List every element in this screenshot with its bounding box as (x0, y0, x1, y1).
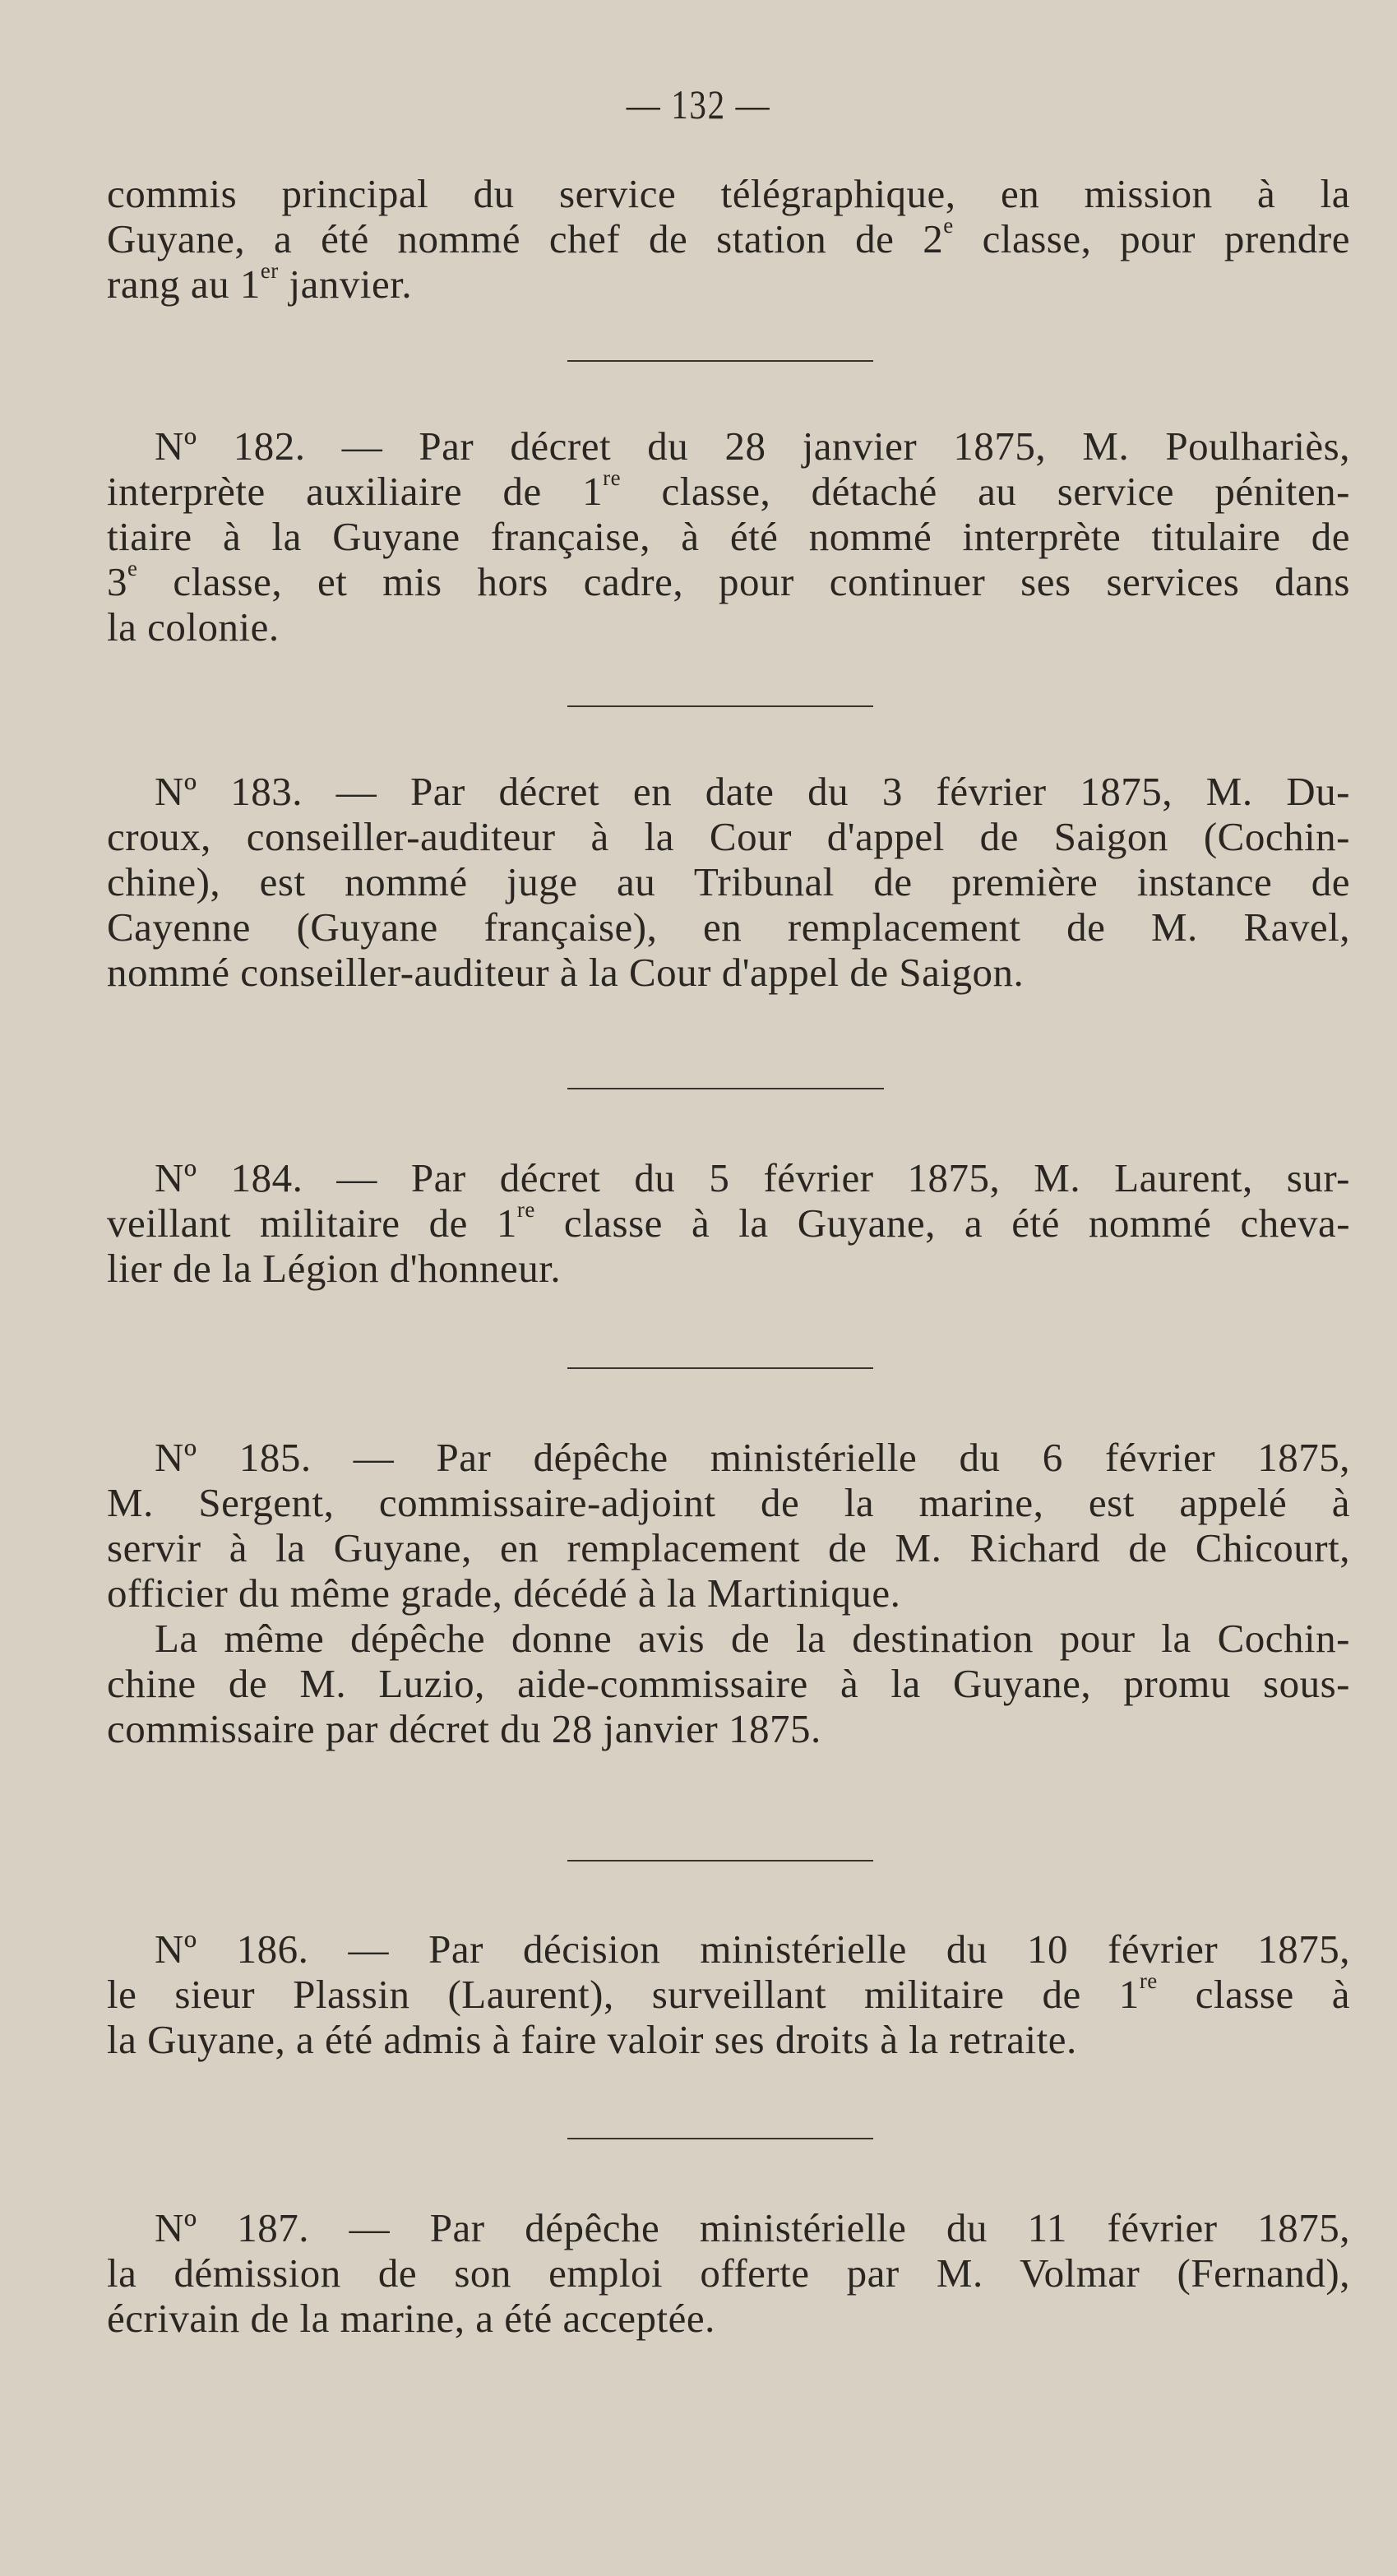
text-line: croux, conseiller-auditeur à la Cour d'appel de Saigon (Cochin- (107, 814, 1350, 859)
text-line: la colonie. (107, 604, 280, 650)
entry-184 (107, 1155, 1350, 1291)
text-line: officier du même grade, décédé à la Martinique. (107, 1570, 901, 1616)
text-line: commis principal du service télégraphique, en mission à la (107, 171, 1350, 216)
text-line: lier de la Légion d'honneur. (107, 1246, 562, 1291)
text-line: La même dépêche donne avis de la destination pour la Cochin- (155, 1616, 1350, 1661)
page-number: — 132 — (626, 81, 771, 127)
separator-rule (567, 705, 873, 707)
text-line: 3e classe, et mis hors cadre, pour continuer ses services dans (107, 555, 1350, 604)
text-line: interprète auxiliaire de 1re classe, détaché au service péniten- (107, 465, 1350, 514)
text-line: Nº 182. — Par décret du 28 janvier 1875, M. Poulhariès, (155, 423, 1350, 469)
text-line: Nº 186. — Par décision ministérielle du 10 février 1875, (155, 1926, 1350, 1972)
text-line: Nº 185. — Par dépêche ministérielle du 6 février 1875, (155, 1435, 1350, 1480)
text-line: Cayenne (Guyane française), en remplacement de M. Ravel, (107, 904, 1350, 950)
text-line: chine), est nommé juge au Tribunal de première instance de (107, 859, 1350, 904)
text-line: le sieur Plassin (Laurent), surveillant militaire de 1re classe à (107, 1968, 1350, 2017)
text-line: Guyane, a été nommé chef de station de 2e classe, pour prendre (107, 212, 1350, 261)
text-line: écrivain de la marine, a été acceptée. (107, 2296, 715, 2341)
text-line: Nº 187. — Par dépêche ministérielle du 11 février 1875, (155, 2205, 1350, 2250)
text-line: chine de M. Luzio, aide-commissaire à la Guyane, promu sous- (107, 1661, 1350, 1706)
text-line: Nº 183. — Par décret en date du 3 février 1875, M. Du- (155, 769, 1350, 814)
separator-rule (567, 1088, 884, 1089)
entry-183 (107, 769, 1350, 995)
continuation-paragraph (107, 171, 1350, 307)
text-line: commissaire par décret du 28 janvier 1875. (107, 1706, 821, 1751)
separator-rule (567, 2138, 873, 2139)
entry-187 (107, 2205, 1350, 2341)
text-line: servir à la Guyane, en remplacement de M. Richard de Chicourt, (107, 1525, 1350, 1570)
separator-rule (567, 1367, 873, 1369)
text-line: rang au 1er janvier. (107, 257, 413, 307)
entry-185 (107, 1435, 1350, 1751)
separator-rule (567, 360, 873, 362)
text-line: nommé conseiller-auditeur à la Cour d'appel de Saigon. (107, 950, 1025, 995)
text-line: la Guyane, a été admis à faire valoir ses droits à la retraite. (107, 2017, 1077, 2062)
text-line: M. Sergent, commissaire-adjoint de la marine, est appelé à (107, 1480, 1350, 1525)
entry-186 (107, 1926, 1350, 2062)
text-line: la démission de son emploi offerte par M. Volmar (Fernand), (107, 2250, 1350, 2296)
separator-rule (567, 1860, 873, 1861)
entry-182 (107, 423, 1350, 650)
text-line: Nº 184. — Par décret du 5 février 1875, M. Laurent, sur- (155, 1155, 1350, 1200)
text-line: tiaire à la Guyane française, à été nommé interprète titulaire de (107, 514, 1350, 559)
text-line: veillant militaire de 1re classe à la Guyane, a été nommé cheva- (107, 1196, 1351, 1246)
